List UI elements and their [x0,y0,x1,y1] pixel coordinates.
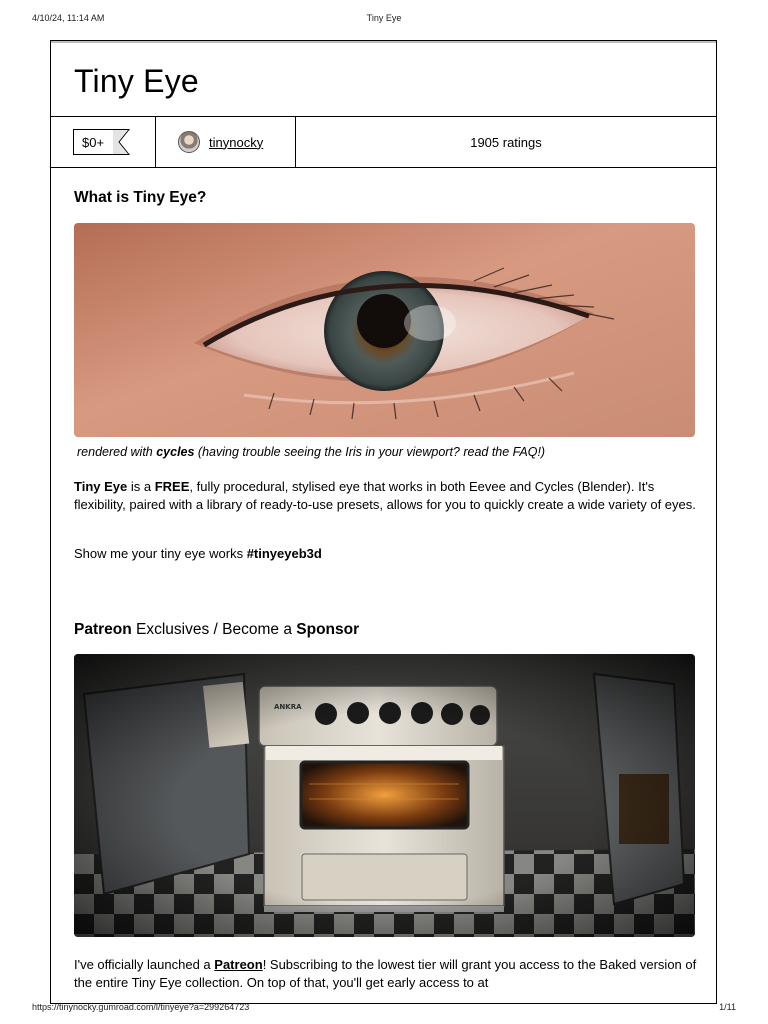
heading-text: Exclusives / Become a [131,621,297,638]
print-page-number: 1/11 [719,1002,736,1012]
description-paragraph [74,478,699,514]
ratings-count[interactable]: 1905 ratings [470,134,542,150]
creator-link[interactable]: tinynocky [209,134,264,150]
patreon-text-2: ! Subscribing to the lowest tier will grant you access to the Baked version of the entire Tiny Eye collection. On top of that, you'll get early access to at [74,957,697,990]
creator-cell [156,117,296,167]
para-text: is a [127,479,155,494]
heading-patreon: Patreon [74,621,132,638]
ratings-cell [296,117,716,167]
caption-bold: cycles [156,445,195,459]
patreon-text: I've officially launched a [74,957,215,972]
oven-illustration [74,654,695,937]
patreon-paragraph [74,956,699,992]
print-header [0,0,768,38]
price-cell [51,117,156,167]
section-heading-patreon [74,621,359,639]
print-url: https://tinynocky.gumroad.com/l/tinyeye?a=299264723 [32,1002,250,1012]
print-title: Tiny Eye [366,13,402,23]
caption-text-2: (having trouble seeing the Iris in your viewport? read the FAQ!) [194,445,546,459]
hashtag-text: Show me your tiny eye works [74,546,247,561]
price-tag[interactable] [73,129,130,155]
card-top-rule [51,41,716,43]
product-meta-row [51,116,716,168]
print-footer [0,1000,768,1024]
hashtag: #tinyeyeb3d [246,546,322,561]
caption-text: rendered with [77,445,157,459]
image-caption [77,445,545,459]
para-text-2: , fully procedural, stylised eye that works in both Eevee and Cycles (Blender). It's flexibility, paired with a library of ready-to-use presets, allows for you to quickly create a wide variety of eyes. [74,479,696,512]
free-bold: FREE [154,479,190,494]
product-name-bold: Tiny Eye [74,479,128,494]
product-card [50,40,717,1004]
print-date: 4/10/24, 11:14 AM [32,13,105,23]
eye-illustration [74,223,695,437]
hashtag-paragraph [74,545,699,563]
price-flag-icon [112,129,130,155]
section-heading-what-is: What is Tiny Eye? [74,189,207,206]
creator-avatar[interactable] [178,131,200,153]
product-title: Tiny Eye [74,63,199,99]
oven-render-image [74,654,695,937]
price-label: $0+ [73,129,112,155]
patreon-link[interactable]: Patreon [214,957,263,972]
eye-render-image [74,223,695,437]
heading-sponsor: Sponsor [296,621,360,638]
